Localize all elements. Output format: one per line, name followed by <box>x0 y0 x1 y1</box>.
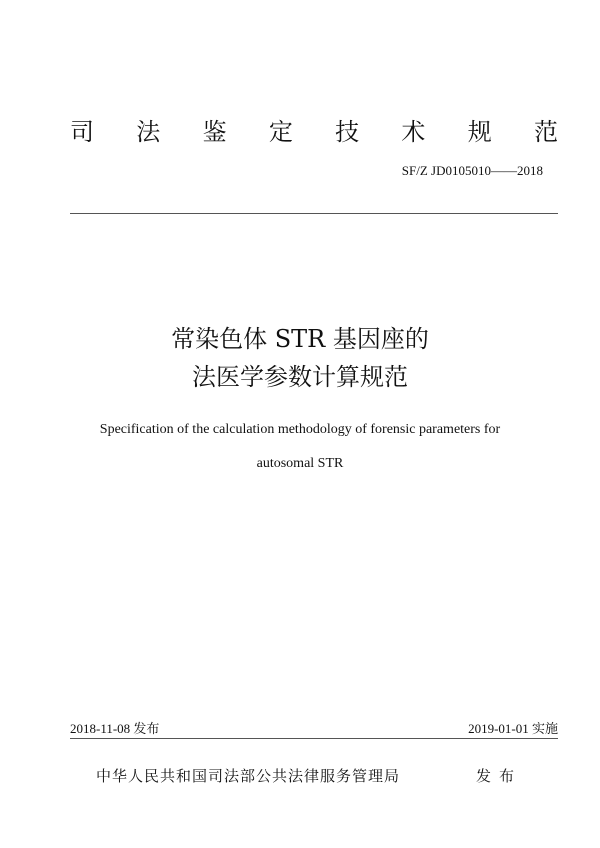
effective-date: 2019-01-01 实施 <box>468 721 558 736</box>
series-char: 司 <box>70 118 94 146</box>
title-en-line1: Specification of the calculation methodology of forensic parameters for <box>99 422 501 437</box>
standard-code: SF/Z JD0105010——2018 <box>401 163 543 178</box>
title-en-line2: autosomal STR <box>256 456 344 471</box>
series-char: 范 <box>533 118 558 146</box>
series-char: 定 <box>268 118 293 146</box>
publish-label: 发布 <box>476 767 523 785</box>
footer-divider <box>70 738 558 739</box>
series-char: 鉴 <box>202 118 227 146</box>
series-char: 技 <box>335 118 360 146</box>
publisher: 中华人民共和国司法部公共法律服务管理局 <box>96 767 401 785</box>
issue-date: 2018-11-08 发布 <box>70 721 160 736</box>
series-char: 术 <box>401 118 426 146</box>
series-char: 法 <box>136 118 161 146</box>
header-divider <box>70 213 558 214</box>
title-cn-line2: 法医学参数计算规范 <box>192 363 408 391</box>
series-char: 规 <box>467 118 492 146</box>
series-title <box>70 112 558 147</box>
title-cn-line1: 常染色体 STR 基因座的 <box>171 325 429 353</box>
